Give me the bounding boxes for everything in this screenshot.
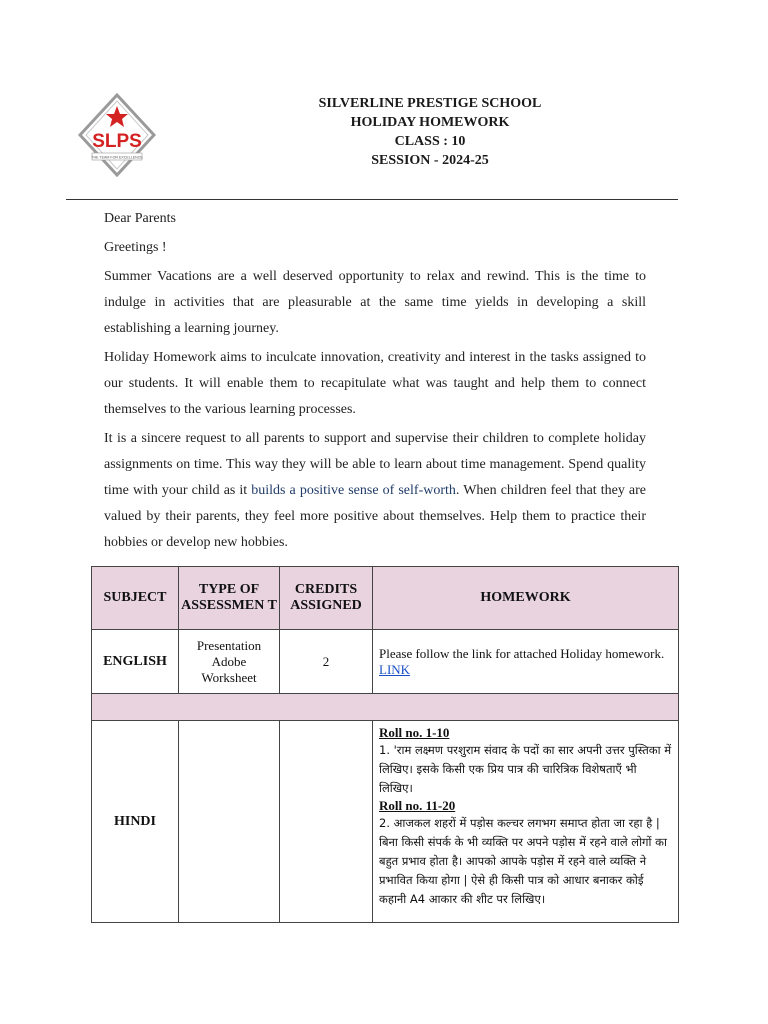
paragraph-2: Holiday Homework aims to inculcate innovation, creativity and interest in the tasks assigned to our students. It will enable them to recapitulate what was taught and help them to connect themselves to the various learning processes. <box>104 350 646 417</box>
table-header-row <box>92 567 679 630</box>
hindi-task-1: 1. 'राम लक्ष्मण परशुराम संवाद के पदों का सार अपनी उत्तर पुस्तिका में लिखिए। इसके किसी एक प्रिय पात्र की चारित्रिक विशेषताएँ भी लिखिए। <box>379 743 672 795</box>
paragraph-3-start: It is a sincere request to all parents to support and supervise their children to complete holiday assignments on time. This way they will be able to learn about time management. Spend quality time with your child as it <box>104 431 646 498</box>
header-type: TYPE OF ASSESSMEN T <box>179 567 280 630</box>
paragraph-1: Summer Vacations are a well deserved opportunity to relax and rewind. This is the time to indulge in activities that are pleasurable at the same time yields in developing a skill establishing a learning journey. <box>104 269 646 336</box>
school-name: SILVERLINE PRESTIGE SCHOOL <box>318 96 542 111</box>
homework-english <box>373 630 679 694</box>
header-divider <box>66 199 678 200</box>
header-credits: CREDITS ASSIGNED <box>280 567 373 630</box>
logo-tagline: THE TEAM FOR EXCELLENCE <box>91 155 143 160</box>
document-header <box>230 94 630 170</box>
assessment-type-hindi <box>179 721 280 923</box>
homework-english-text: Please follow the link for attached Holiday homework. <box>379 645 665 661</box>
paragraph-3 <box>104 426 646 556</box>
subject-hindi: HINDI <box>92 721 179 923</box>
homework-hindi <box>373 721 679 923</box>
homework-table <box>91 566 679 923</box>
paragraph-3-highlight: builds a positive sense of self-worth <box>251 483 456 498</box>
header-homework: HOMEWORK <box>373 567 679 630</box>
table-row-english <box>92 630 679 694</box>
credits-hindi <box>280 721 373 923</box>
assessment-type-1: Presentation <box>196 637 262 653</box>
table-separator-row <box>92 694 679 721</box>
school-logo <box>78 93 156 177</box>
subject-english: ENGLISH <box>92 630 179 694</box>
salutation: Dear Parents <box>104 211 176 226</box>
letter-body <box>104 206 646 559</box>
credits-english: 2 <box>280 630 373 694</box>
roll-range-1: Roll no. 1-10 <box>379 725 450 740</box>
header-subject: SUBJECT <box>92 567 179 630</box>
assessment-type-2: Adobe <box>211 653 247 669</box>
document-title: HOLIDAY HOMEWORK <box>350 115 510 130</box>
paragraph-3-end: . When children feel that they are valued by their parents, they feel more positive about themselves. Help them to practice their hobbies or develop new hobbies. <box>104 483 646 550</box>
assessment-type-english <box>179 630 280 694</box>
session-label: SESSION - 2024-25 <box>371 153 489 168</box>
table-row-hindi <box>92 721 679 923</box>
assessment-type-3: Worksheet <box>201 669 257 685</box>
class-label: CLASS : 10 <box>394 134 466 149</box>
homework-link[interactable]: LINK <box>379 661 411 677</box>
hindi-task-2: 2. आजकल शहरों में पड़ोस कल्चर लगभग समाप्त होता जा रहा है | बिना किसी संपर्क के भी व्यक्ति पर अपने पड़ोस में रहने वाले लोगों का बहुत प्रभाव होता है। आपको आपके पड़ोस में रहने वाले व्यक्ति ने प्रभावित किया होगा | ऐसे ही किसी पात्र को आधार बनाकर कोई कहानी A4 आकार की शीट पर लिखिए। <box>379 816 667 906</box>
logo-text: SLPS <box>92 131 142 152</box>
roll-range-2: Roll no. 11-20 <box>379 798 456 813</box>
separator-cell <box>92 694 679 721</box>
greeting: Greetings ! <box>104 240 167 255</box>
